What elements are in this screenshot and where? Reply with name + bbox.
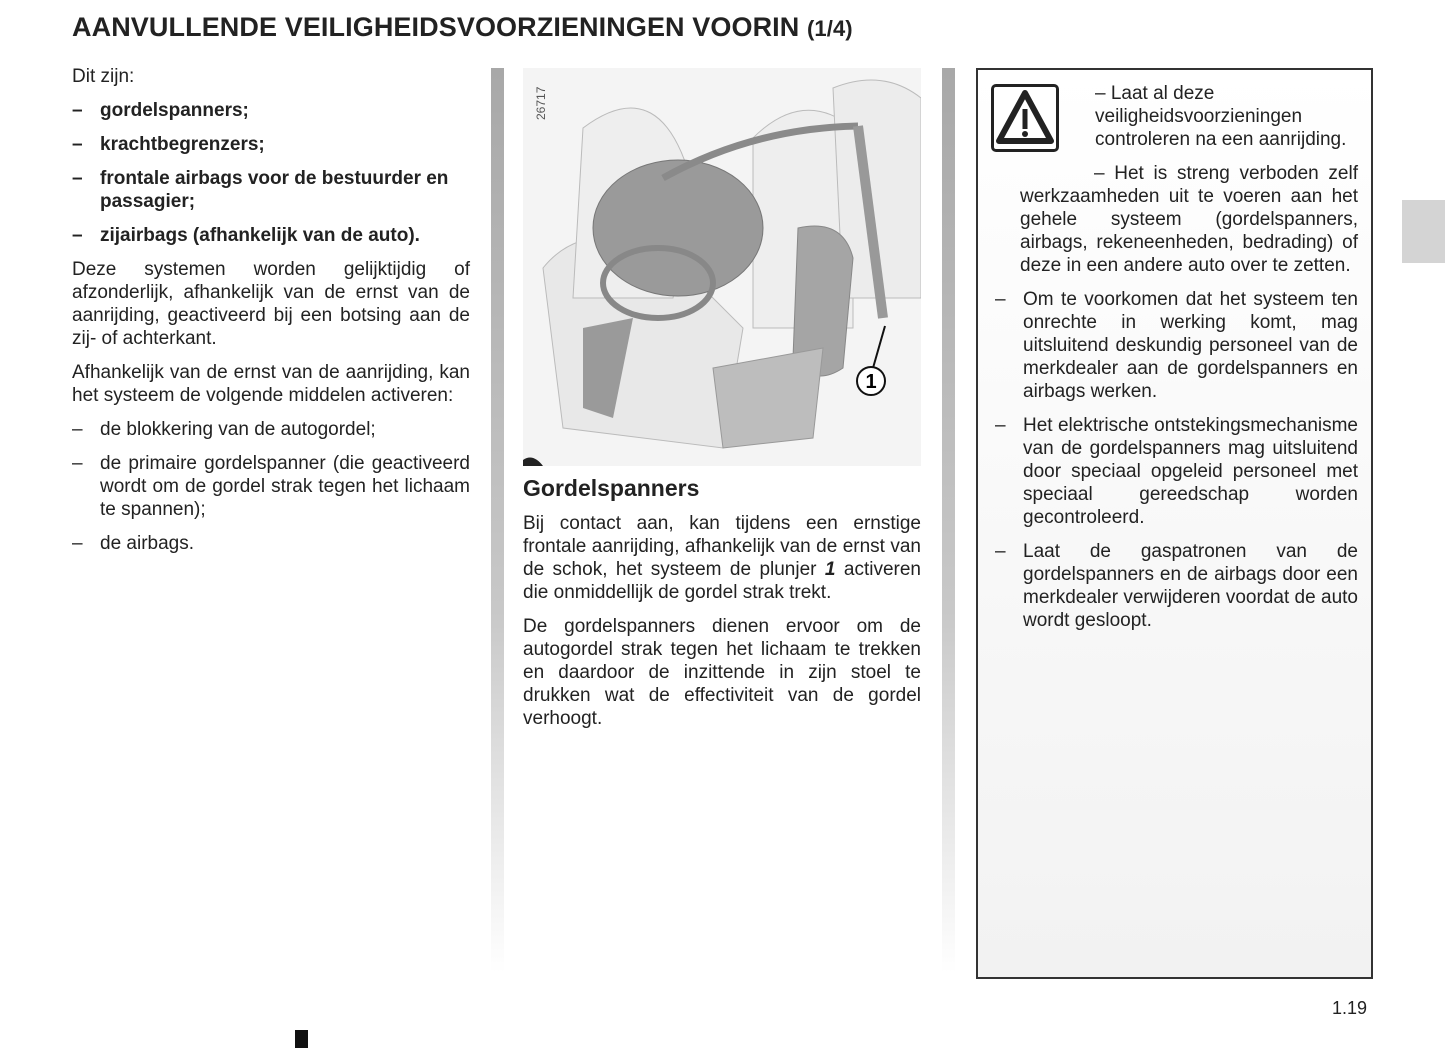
item-text: de blokkering van de autogordel; [100,419,376,440]
warning-item [995,540,1358,632]
title-text: AANVULLENDE VEILIGHEIDSVOORZIENINGEN VOORIN [72,12,800,42]
text: Bij contact aan, kan tijdens een ernstige frontale aanrijding, afhankelijk van de ernst van de schok, het systeem de plunjer [523,513,921,580]
item-text: Om te voorkomen dat het systeem ten onrechte in werking komt, mag uitsluitend deskundig personeel van de merkdealer aan de gordelspanners en airbags werken. [1023,289,1358,402]
middle-column [523,474,921,741]
dash: – [995,415,1006,436]
column-divider [942,68,955,973]
item-text: Laat de gaspatronen van de gordelspanners en de airbags door een merkdealer verwijderen voordat de auto wordt gesloopt. [1023,541,1358,631]
dash: – [72,134,83,155]
ref: 1 [824,559,836,580]
list-item [72,452,470,521]
dash: – [72,100,83,121]
column-divider [491,68,504,973]
dash: – [72,453,83,474]
list-item [72,224,470,247]
section-heading: Gordelspanners [523,475,700,501]
item-text: zijairbags (afhankelijk van de auto). [100,225,420,246]
list-item [72,133,470,156]
paragraph [523,512,921,604]
item-text: de primaire gordelspanner (die geactiveerd wordt om de gordel strak tegen het lichaam te spannen); [100,453,470,520]
figure-ref: 26717 [534,86,548,120]
warning-box [976,68,1373,979]
warning-item [995,288,1358,403]
page-title [72,12,853,43]
print-mark [295,1030,308,1048]
paragraph: Deze systemen worden gelijktijdig of afzonderlijk, afhankelijk van de ernst van de aanrijding, geactiveerd bij een botsing aan de zij- of achterkant. [72,259,470,349]
list-item [72,532,470,555]
list-item [72,99,470,122]
dash: – [72,168,83,189]
list-item [72,418,470,441]
warning-item: – Het is streng verboden zelf werkzaamheden uit te voeren aan het gehele systeem (gordelspanners, airbags, rekeneenheden, bedrading) of deze in een andere auto over te zetten. [1020,163,1358,276]
paragraph: De gordelspanners dienen ervoor om de autogordel strak tegen het lichaam te trekken en daardoor de inzittende in zijn stoel te drukken wat de effectiviteit van de gordel verhoogt. [523,616,921,729]
paragraph: Afhankelijk van de ernst van de aanrijding, kan het systeem de volgende middelen activeren: [72,362,470,406]
warning-item: – Laat al deze veiligheidsvoorzieningen controleren na een aanrijding. [1095,83,1347,150]
seat-airbag-illustration [523,68,921,466]
item-text: frontale airbags voor de bestuurder en passagier; [100,168,449,212]
dash: – [72,225,83,246]
title-part: (1/4) [806,16,853,41]
dash: – [995,289,1006,310]
item-text: krachtbegrenzers; [100,134,265,155]
dash: – [72,533,83,554]
chapter-tab [1402,200,1445,263]
warning-item [995,414,1358,529]
item-text: Het elektrische ontstekingsmechanisme van de gordelspanners mag uitsluitend door speciaal opgeleid personeel met speciaal gereedschap worden gecontroleerd. [1023,415,1358,528]
dash: – [72,419,83,440]
callout-1: 1 [865,371,877,393]
item-text: de airbags. [100,533,195,554]
item-text: gordelspanners; [100,100,249,121]
text: activeren die onmiddellijk de gordel strak trekt. [523,559,922,603]
left-column [72,65,470,566]
intro: Dit zijn: [72,66,135,87]
dash: – [995,541,1006,562]
list-item [72,167,470,213]
page-number: 1.19 [1332,998,1368,1018]
